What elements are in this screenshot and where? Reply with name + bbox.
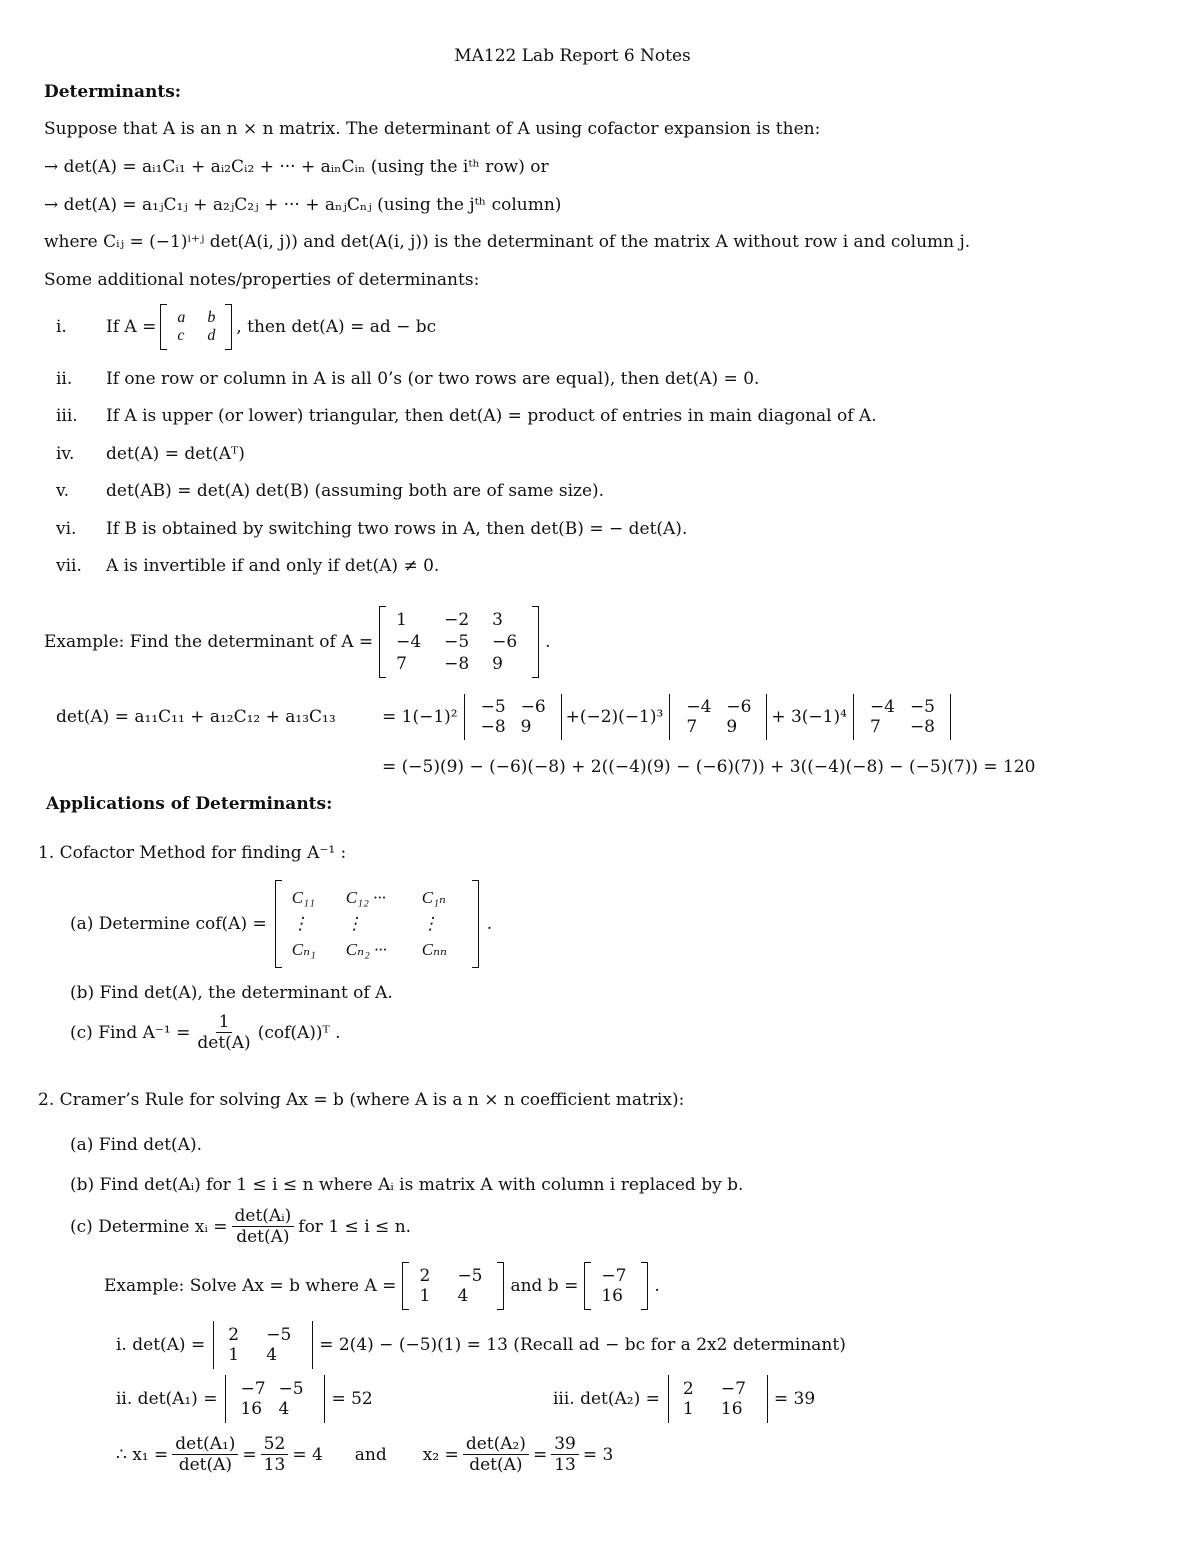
cramer-example: Example: Solve Ax = b where A = 2 −5 1 4 and b = −7 16 . [104, 1262, 660, 1310]
example-matrix-3x3 [379, 606, 539, 678]
step-2c-label: (c) Determine xᵢ = [70, 1216, 228, 1237]
matrix-cell: −7 [601, 1266, 627, 1286]
expansion-term-3: + 3(−1)⁴ [771, 707, 847, 727]
expansion-term-2: +(−2)(−1)³ [565, 707, 664, 727]
property-text: A is invertible if and only if det(A) ≠ 0. [106, 556, 440, 576]
det-A1-line [116, 1375, 373, 1423]
property-ii [56, 369, 759, 389]
property-i [56, 304, 436, 350]
matrix-cell: 16 [720, 1399, 743, 1419]
property-v [56, 481, 604, 501]
det-A-label: i. det(A) = [116, 1335, 206, 1355]
fraction-numerator: det(Aᵢ) [232, 1206, 295, 1227]
expansion-lhs: det(A) = a₁₁C₁₁ + a₁₂C₁₂ + a₁₃C₁₃ [56, 707, 336, 727]
matrix-cell: −5 [457, 1266, 483, 1286]
matrix-cell: −8 [480, 717, 506, 737]
x1-fraction [172, 1434, 238, 1475]
matrix-cell: Cₙₙ [421, 940, 447, 959]
step-1a: (a) Determine cof(A) = C₁₁ C₁₂ ··· C₁ₙ ⋮ ⋮ ⋮ Cₙ₁ Cₙ₂ ··· Cₙₙ . [70, 880, 492, 968]
matrix-cell: −8 [909, 717, 935, 737]
matrix-cell: C₁₂ ··· [345, 888, 386, 907]
matrix-cell: −8 [444, 654, 470, 674]
matrix-cell: −5 [278, 1379, 304, 1399]
step-1b: (b) Find det(A), the determinant of A. [70, 983, 393, 1003]
column-expansion-formula: → det(A) = a₁ⱼC₁ⱼ + a₂ⱼC₂ⱼ + ··· + aₙⱼCₙⱼ (using the jᵗʰ column) [44, 195, 562, 215]
det-A-result: = 2(4) − (−5)(1) = 13 (Recall ad − bc for a 2x2 determinant) [319, 1335, 846, 1355]
matrix-cell: 1 [419, 1286, 431, 1306]
matrix-cell: −5 [480, 697, 506, 717]
matrix-cell: 2 [682, 1379, 694, 1399]
property-iii [56, 406, 877, 426]
x1-result: = 4 [292, 1444, 323, 1465]
det-A2-result: = 39 [773, 1389, 816, 1409]
matrix-cell: −7 [720, 1379, 746, 1399]
matrix-cell: C₁₁ [291, 888, 315, 907]
matrix-cell: Cₙ₂ ··· [345, 940, 387, 959]
matrix-cell: −2 [444, 610, 470, 630]
x2-value-fraction [551, 1434, 579, 1475]
matrix-cell: 1 [396, 610, 407, 630]
matrix-cell: d [207, 327, 216, 344]
property-number: iii. [56, 406, 78, 426]
det-A2-matrix [668, 1375, 770, 1423]
example-label: Example: Find the determinant of A = [44, 632, 374, 652]
det-A2-label: iii. det(A₂) = [553, 1389, 660, 1409]
x1-value-fraction [261, 1434, 289, 1475]
property-text: If one row or column in A is all 0’s (or two rows are equal), then det(A) = 0. [106, 369, 760, 389]
x2-label: x₂ = [422, 1444, 459, 1465]
example-determinant: Example: Find the determinant of A = 1 −2 3 −4 −5 −6 7 −8 9 . [44, 606, 551, 678]
det-A2-line [553, 1375, 815, 1423]
x2-result: = 3 [582, 1444, 614, 1465]
step-1c-label: (c) Find A⁻¹ = [70, 1022, 191, 1043]
matrix-cell: 1 [228, 1345, 240, 1365]
expansion-term-1: = 1(−1)² [382, 707, 458, 727]
matrix-cell: 4 [278, 1399, 290, 1419]
matrix-cell: −4 [869, 697, 895, 717]
property-number: ii. [56, 369, 73, 389]
row-expansion-formula: → det(A) = aᵢ₁Cᵢ₁ + aᵢ₂Cᵢ₂ + ··· + aᵢₙCᵢₙ (using the iᵗʰ row) or [44, 157, 549, 177]
det-A1-result: = 52 [331, 1389, 373, 1409]
matrix-cell: 9 [492, 654, 503, 674]
step-2c-tail: for 1 ≤ i ≤ n. [298, 1216, 412, 1237]
matrix-cell: 7 [686, 717, 698, 737]
cofactor-method-item: 1. Cofactor Method for finding A⁻¹ : [38, 843, 347, 863]
property-number: i. [56, 317, 67, 337]
matrix-cell: −5 [444, 632, 470, 652]
matrix-cell: 9 [726, 717, 738, 737]
matrix-cell: c [177, 327, 185, 344]
solution-line [116, 1434, 613, 1475]
equals-sign: = [532, 1444, 548, 1465]
property-vi [56, 519, 687, 539]
step-2b: (b) Find det(Aᵢ) for 1 ≤ i ≤ n where Aᵢ is matrix A with column i replaced by b. [70, 1175, 744, 1195]
example2-matrix-A [402, 1262, 504, 1310]
fraction-denominator: det(A) [469, 1455, 523, 1475]
matrix-cell: −7 [240, 1379, 266, 1399]
matrix-cell: 3 [492, 610, 503, 630]
step-2c [70, 1206, 411, 1247]
matrix-cell: C₁ₙ [421, 888, 446, 907]
det-A1-matrix [225, 1375, 327, 1423]
matrix-cell: −6 [492, 632, 518, 652]
matrix-cell: −5 [266, 1325, 292, 1345]
matrix-cell: −6 [520, 697, 546, 717]
matrix-cell: 4 [266, 1345, 278, 1365]
matrix-cell: 4 [457, 1286, 469, 1306]
property-iv [56, 444, 245, 464]
cramers-rule-item: 2. Cramer’s Rule for solving Ax = b (where A is a n × n coefficient matrix): [38, 1090, 685, 1110]
properties-intro: Some additional notes/properties of determinants: [44, 270, 480, 290]
x2-fraction [463, 1434, 529, 1475]
applications-heading: Applications of Determinants: [46, 794, 333, 814]
property-number: vii. [56, 556, 82, 576]
and-word: and [354, 1444, 387, 1465]
property-number: v. [56, 481, 69, 501]
fraction-denominator: det(A) [197, 1033, 251, 1053]
det-A1-label: ii. det(A₁) = [116, 1389, 218, 1409]
matrix-cell: ⋮ [345, 914, 363, 933]
expansion-line [56, 694, 955, 740]
fraction-denominator: det(A) [178, 1455, 233, 1475]
determinants-heading: Determinants: [44, 82, 182, 102]
property-text-a: If A = [106, 317, 157, 337]
therefore-x1: ∴ x₁ = [116, 1444, 169, 1465]
fraction-numerator: det(A₂) [463, 1434, 529, 1455]
matrix-cell: 9 [520, 717, 532, 737]
page-title: MA122 Lab Report 6 Notes [454, 46, 691, 66]
property-text: If B is obtained by switching two rows in A, then det(B) = − det(A). [106, 519, 688, 539]
matrix-cell: 2 [419, 1266, 431, 1286]
matrix-cell: 2 [228, 1325, 240, 1345]
matrix-2x2-abcd [160, 304, 232, 350]
matrix-cell: 16 [240, 1399, 263, 1419]
det-A-matrix [213, 1321, 315, 1369]
property-text-b: , then det(A) = ad − bc [236, 317, 437, 337]
fraction-numerator: det(A₁) [172, 1434, 238, 1455]
fraction-denominator: 13 [263, 1455, 286, 1475]
property-number: iv. [56, 444, 75, 464]
step-1c-tail: (cof(A))ᵀ . [257, 1022, 341, 1043]
step-1c [70, 1012, 341, 1053]
fraction-cramer [232, 1206, 295, 1247]
property-text: det(A) = det(Aᵀ) [106, 444, 245, 464]
matrix-cell: −6 [726, 697, 752, 717]
equals-sign: = [242, 1444, 257, 1465]
matrix-cell: 7 [869, 717, 881, 737]
example2-and: and b = [510, 1276, 579, 1296]
property-text: det(AB) = det(A) det(B) (assuming both are of same size). [106, 481, 605, 501]
matrix-cell: Cₙ₁ [291, 940, 316, 959]
minor-1 [464, 694, 564, 740]
step-1a-label: (a) Determine cof(A) = [70, 914, 267, 934]
matrix-cell: 7 [396, 654, 407, 674]
fraction-numerator: 52 [261, 1434, 289, 1455]
example2-label: Example: Solve Ax = b where A = [104, 1276, 397, 1296]
matrix-cell: −4 [396, 632, 422, 652]
cofactor-definition: where Cᵢⱼ = (−1)ⁱ⁺ʲ det(A(i, j)) and det(A(i, j)) is the determinant of the matrix A without row i and column j. [44, 232, 971, 252]
fraction-denominator: det(A) [236, 1227, 290, 1247]
expansion-result: = (−5)(9) − (−6)(−8) + 2((−4)(9) − (−6)(7)) + 3((−4)(−8) − (−5)(7)) = 120 [382, 757, 1036, 777]
intro-text: Suppose that A is an n × n matrix. The determinant of A using cofactor expansion is then: [44, 119, 821, 139]
matrix-cell: −5 [909, 697, 935, 717]
matrix-cell: 1 [682, 1399, 694, 1419]
fraction-inverse [194, 1012, 253, 1053]
fraction-denominator: 13 [554, 1455, 576, 1475]
fraction-numerator: 1 [216, 1012, 233, 1033]
fraction-numerator: 39 [551, 1434, 579, 1455]
matrix-cell: ⋮ [421, 914, 439, 933]
matrix-cell: a [177, 309, 186, 326]
det-A-line [116, 1321, 846, 1369]
minor-3 [853, 694, 953, 740]
property-vii [56, 556, 439, 576]
property-text: If A is upper (or lower) triangular, then det(A) = product of entries in main diagonal of A. [106, 406, 877, 426]
example2-vector-b [584, 1262, 648, 1310]
minor-2 [669, 694, 769, 740]
property-number: vi. [56, 519, 77, 539]
step-2a: (a) Find det(A). [70, 1135, 202, 1155]
matrix-cell: −4 [686, 697, 712, 717]
matrix-cell: 16 [601, 1286, 623, 1306]
cofactor-matrix [275, 880, 479, 968]
matrix-cell: ⋮ [291, 914, 309, 933]
matrix-cell: b [207, 309, 216, 326]
